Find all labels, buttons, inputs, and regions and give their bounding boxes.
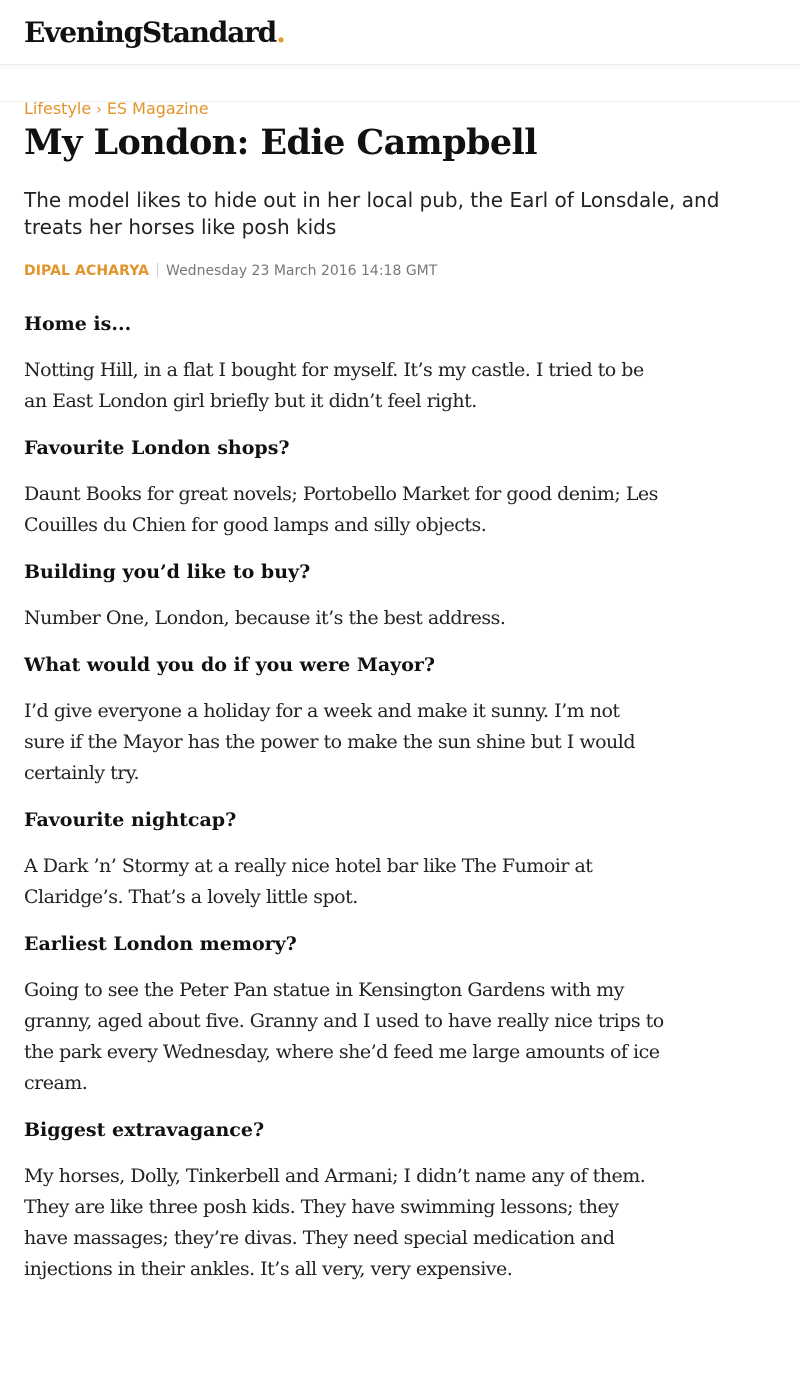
author-link[interactable]: DIPAL ACHARYA: [24, 263, 150, 279]
article-headline: My London: Edie Campbell: [24, 122, 537, 163]
qa-answer: A Dark ’n’ Stormy at a really nice hotel bar like The Fumoir at Claridge’s. That’s a lovely little spot.: [24, 855, 593, 908]
article-standfirst: The model likes to hide out in her local pub, the Earl of Lonsdale, and treats her horses like posh kids: [24, 188, 720, 239]
breadcrumb-es-magazine-link[interactable]: ES Magazine: [106, 99, 209, 118]
qa-answer: I’d give everyone a holiday for a week and make it sunny. I’m not sure if the Mayor has the power to make the sun shine but I would certainly try.: [24, 700, 636, 784]
article-container: [24, 98, 784, 1303]
qa-question: Home is...: [24, 313, 132, 335]
article-byline: [24, 261, 784, 281]
qa-question: Earliest London memory?: [24, 933, 297, 955]
qa-question: Favourite London shops?: [24, 437, 290, 459]
article-body: [24, 311, 664, 1285]
breadcrumb-lifestyle-link[interactable]: Lifestyle: [24, 99, 92, 118]
qa-question: Building you’d like to buy?: [24, 561, 311, 583]
qa-question: What would you do if you were Mayor?: [24, 654, 436, 676]
logo-dot: .: [276, 16, 285, 49]
publish-date: Wednesday 23 March 2016 14:18 GMT: [166, 263, 438, 279]
logo-text: EveningStandard: [24, 16, 277, 49]
breadcrumb-chevron-icon: ›: [96, 102, 102, 118]
qa-question: Favourite nightcap?: [24, 809, 237, 831]
qa-answer: Daunt Books for great novels; Portobello Market for good denim; Les Couilles du Chien for good lamps and silly objects.: [24, 483, 658, 536]
qa-answer: Number One, London, because it’s the best address.: [24, 607, 506, 629]
qa-answer: My horses, Dolly, Tinkerbell and Armani; I didn’t name any of them. They are like three posh kids. They have swimming lessons; they have massages; they’re divas. They need special medication and injections in their ankles. It’s all very, very expensive.: [24, 1165, 646, 1280]
qa-answer: Notting Hill, in a flat I bought for myself. It’s my castle. I tried to be an East London girl briefly but it didn’t feel right.: [24, 359, 644, 412]
breadcrumb: [24, 98, 784, 121]
byline-divider: [157, 263, 158, 277]
qa-question: Biggest extravagance?: [24, 1119, 265, 1141]
site-logo[interactable]: [24, 16, 285, 50]
qa-answer: Going to see the Peter Pan statue in Kensington Gardens with my granny, aged about five. Granny and I used to have really nice trips to the park every Wednesday, where she’d feed me large amounts of ice cream.: [24, 979, 664, 1094]
site-header: [0, 0, 800, 65]
